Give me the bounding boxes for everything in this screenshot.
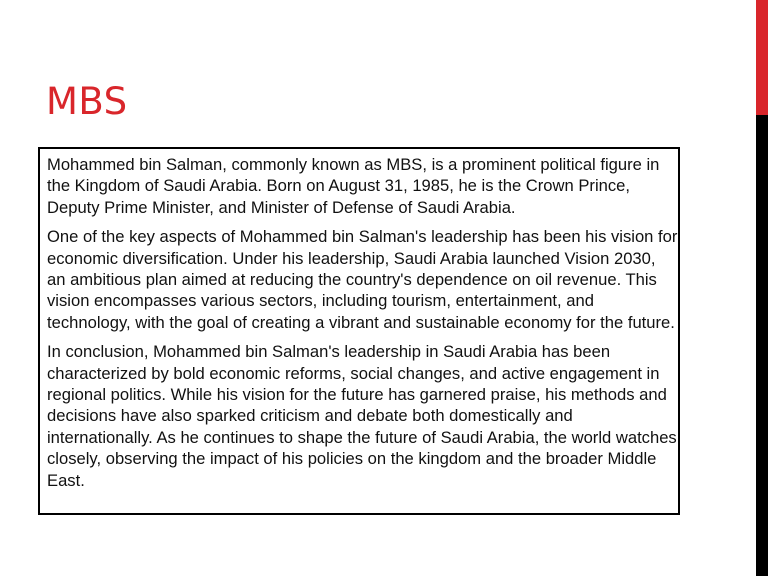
paragraph-conclusion: In conclusion, Mohammed bin Salman's leadership in Saudi Arabia has been characterized by bold economic reforms, social changes, and active engagement in regional politics. While his vision for the future has garnered praise, his methods and decisions have also sparked criticism and debate both domestically and internationally. As he continues to shape the future of Saudi Arabia, the world watches closely, observing the impact of his policies on the kingdom and the broader Middle East.: [47, 342, 677, 490]
paragraph-vision: One of the key aspects of Mohammed bin Salman's leadership has been his vision for economic diversification. Under his leadership, Saudi Arabia launched Vision 2030, an ambitious plan aimed at reducing the country's dependence on oil revenue. This vision encompasses various sectors, including tourism, entertainment, and technology, with the goal of creating a vibrant and sustainable economy for the future.: [47, 227, 678, 332]
accent-bar-black: [756, 115, 768, 576]
content-text-box: [38, 147, 680, 515]
paragraph-intro: Mohammed bin Salman, commonly known as MBS, is a prominent political figure in the Kingdom of Saudi Arabia. Born on August 31, 1985, he is the Crown Prince, Deputy Prime Minister, and Minister of Defense of Saudi Arabia.: [47, 155, 660, 217]
slide-title: MBS: [46, 80, 128, 123]
accent-bar-red: [756, 0, 768, 115]
